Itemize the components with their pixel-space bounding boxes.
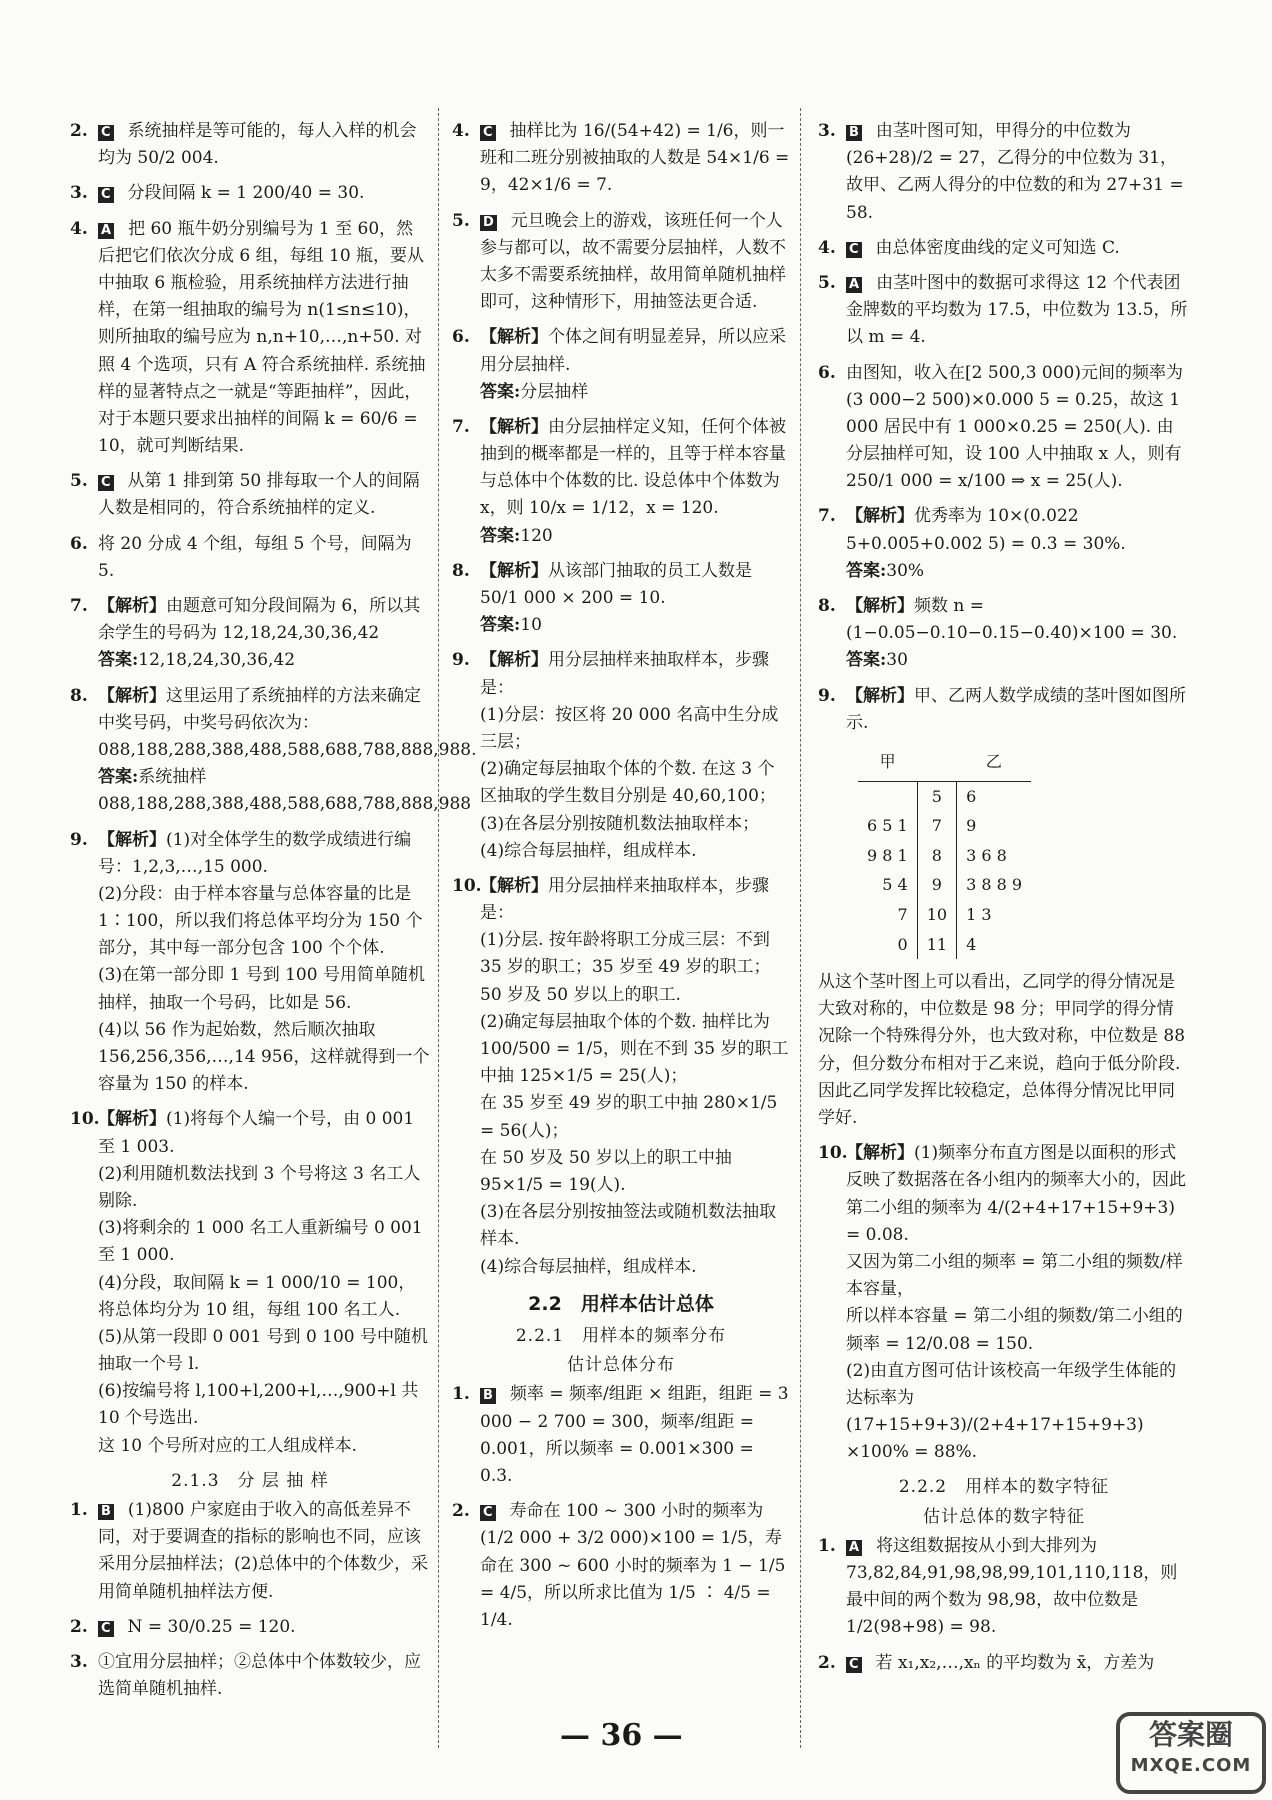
stem-leaf-row: 9 8 1 8 3 6 8	[858, 841, 1031, 871]
paragraph: 从这个茎叶图上可以看出，乙同学的得分情况是大致对称的，中位数是 98 分；甲同学的得分情况除一个特殊得分外，也大致对称，中位数是 88 分，但分数分布相对于乙来说，趋向于低分阶段. 因此乙同学发挥比较稳定，总体得分情况比甲同学好.	[818, 972, 1186, 1129]
answer-item: 1. B (1)800 户家庭由于收入的高低差异不同，对于要调查的指标的影响也不同，应该采用分层抽样法；(2)总体中的个体数少，采用简单随机抽样法方便.	[70, 1500, 429, 1602]
subsection-title: 估计总体分布	[567, 1355, 675, 1376]
answer-item: 7. 【解析】由分层抽样定义知，任何个体被抽到的概率都是一样的，且等于样本容量与总体中个体数的比. 设总体中个体数为 x，则 10/x = 1/12，x = 120. 答案:120	[452, 416, 786, 546]
stem-leaf-row: 5 6	[858, 781, 1031, 811]
stem-leaf-plot: 甲 乙 5 6 6 5 1 7 9 9 8 1 8 3 6 8 5 4 9 3 8 8 9 7 10 1 3 0 11 4	[858, 747, 1031, 959]
answer-item: 9. 【解析】甲、乙两人数学成绩的茎叶图如图所示.	[818, 685, 1186, 733]
answer-item: 8. 【解析】频数 n = (1−0.05−0.10−0.15−0.40)×100 = 30. 答案:30	[818, 596, 1178, 671]
answer-item: 3. C 分段间隔 k = 1 200/40 = 30.	[70, 183, 365, 204]
answer-item: 10. 【解析】用分层抽样来抽取样本，步骤是： (1)分层. 按年龄将职工分成三层：不到 35 岁的职工；35 岁至 49 岁的职工；50 岁及 50 岁以上的职工. (2)确定每层抽取个体的个数. 抽样比为 100/500 = 1/5，则在不到 35 岁的职工中抽 125×1/5 = 25(人)； 在 35 岁至 49 岁的职工中抽 280×1/5 = 56(人)； 在 50 岁及 50 岁以上的职工中抽 95×1/5 = 19(人). (3)在各层分别按抽签法或随机数法抽取样本. (4)综合每层抽样，组成样本.	[452, 875, 789, 1277]
answer-item: 1. B 频率 = 频率/组距 × 组距，组距 = 3 000 − 2 700 = 300，频率/组距 = 0.001，所以频率 = 0.001×300 = 0.3.	[452, 1384, 789, 1487]
answer-tag: A	[98, 223, 114, 239]
watermark-logo: 答案圈 MXQE.COM	[1116, 1712, 1266, 1794]
answer-item: 1. A 将这组数据按从小到大排列为 73,82,84,91,98,98,99,101,110,118，则最中间的两个数为 98,98，故中位数是 1/2(98+98) = 98.	[818, 1535, 1178, 1638]
answer-tag: A	[846, 1540, 862, 1556]
answer-item: 8. 【解析】从该部门抽取的员工人数是 50/1 000 × 200 = 10. 答案:10	[452, 560, 752, 636]
answer-item: 2. C 系统抽样是等可能的，每人入样的机会均为 50/2 004.	[70, 121, 417, 169]
answer-item: 2. C 若 x₁,x₂,…,xₙ 的平均数为 x̄，方差为	[818, 1652, 1155, 1673]
column-2	[452, 118, 790, 1642]
column-divider	[800, 108, 802, 1748]
subsection-title: 2.1.3 分 层 抽 样	[171, 1470, 329, 1491]
answer-item: 9. 【解析】(1)对全体学生的数学成绩进行编号：1,2,3,…,15 000. (2)分段：由于样本容量与总体容量的比是 1∶100，所以我们将总体平均分为 150 个部分，其中每一部分包含 100 个个体. (3)在第一部分即 1 号到 100 号用简单随机抽样，抽取一个号码，比如是 56. (4)以 56 作为起始数，然后顺次抽取 156,256,356,…,14 956，这样就得到一个容量为 150 的样本.	[70, 829, 430, 1095]
column-1	[70, 118, 477, 1711]
subsection-title: 2.2.1 用样本的频率分布	[515, 1326, 727, 1347]
answer-item: 10. 【解析】(1)将每个人编一个号，由 0 001 至 1 003. (2)利用随机数法找到 3 个号将这 3 名工人剔除. (3)将剩余的 1 000 名工人重新编号 0 001 至 1 000. (4)分段，取间隔 k = 1 000/10 = 100，将总体均分为 10 组，每组 100 名工人. (5)从第一段即 0 001 号到 0 100 号中随机抽取一个号 l. (6)按编号将 l,100+l,200+l,…,900+l 共 10 个号选出. 这 10 个号所对应的工人组成样本.	[70, 1109, 429, 1456]
answer-item: 10. 【解析】(1)频率分布直方图是以面积的形式反映了数据落在各小组内的频率大小的，因此第二小组的频率为 4/(2+4+17+15+9+3) = 0.08. 又因为第二小组的频率 = 第二小组的频数/样本容量， 所以样本容量 = 第二小组的频数/第二小组的频率 = 12/0.08 = 150. (2)由直方图可估计该校高一年级学生体能的达标率为 (17+15+9+3)/(2+4+17+15+9+3) ×100% = 88%.	[818, 1143, 1186, 1463]
answer-item: 7. 【解析】由题意可知分段间隔为 6，所以其余学生的号码为 12,18,24,30,36,42 答案:12,18,24,30,36,42	[70, 596, 421, 671]
column-divider	[438, 108, 440, 1748]
column-3	[818, 118, 1190, 1685]
answer-item: 3. ①宜用分层抽样；②总体中个体数较少，应选简单随机抽样.	[70, 1651, 421, 1700]
answer-tag: C	[98, 475, 114, 491]
answer-tag: C	[480, 1505, 496, 1521]
answer-item: 5. A 由茎叶图中的数据可求得这 12 个代表团金牌数的平均数为 17.5，中位数为 13.5，所以 m = 4.	[818, 272, 1188, 348]
answer-tag: D	[480, 215, 497, 231]
answer-item: 6. 【解析】个体之间有明显差异，所以应采用分层抽样. 答案:分层抽样	[452, 327, 786, 402]
subsection-title: 2.2.2 用样本的数字特征	[898, 1477, 1110, 1498]
answer-item: 4. C 由总体密度曲线的定义可知选 C.	[818, 237, 1120, 258]
answer-tag: C	[98, 1621, 114, 1637]
stem-leaf-row: 0 11 4	[858, 930, 1031, 960]
answer-item: 5. C 从第 1 排到第 50 排每取一个人的间隔人数是相同的，符合系统抽样的定义.	[70, 471, 420, 519]
answer-tag: C	[846, 242, 862, 258]
answer-tag: B	[846, 125, 862, 141]
answer-item: 3. B 由茎叶图可知，甲得分的中位数为 (26+28)/2 = 27，乙得分的中位数为 31，故甲、乙两人得分的中位数的和为 27+31 = 58.	[818, 121, 1184, 223]
subsection-title: 估计总体的数字特征	[923, 1506, 1085, 1527]
answer-item: 5. D 元旦晚会上的游戏，该班任何一个人参与都可以，故不需要分层抽样，人数不太多不需要系统抽样，故用简单随机抽样即可，这种情形下，用抽签法更合适.	[452, 210, 786, 313]
answer-tag: C	[98, 187, 114, 203]
answer-tag: A	[846, 277, 862, 293]
stem-leaf-row: 6 5 1 7 9	[858, 811, 1031, 841]
answer-item: 8. 【解析】这里运用了系统抽样的方法来确定中奖号码，中奖号码依次为：088,188,288,388,488,588,688,788,888,988. 答案:系统抽样 088,188,288,388,488,588,688,788,888,988	[70, 685, 477, 815]
answer-tag: B	[480, 1388, 496, 1404]
stem-leaf-row: 7 10 1 3	[858, 900, 1031, 930]
answer-item: 6. 由图知，收入在[2 500,3 000)元间的频率为(3 000−2 500)×0.000 5 = 0.25，故这 1 000 居民中有 1 000×0.25 = 250(人). 由分层抽样可知，设 100 人中抽取 x 人，则有 250/1 000 = x/100 ⇒ x = 25(人).	[818, 362, 1184, 492]
stem-leaf-row: 5 4 9 3 8 8 9	[858, 870, 1031, 900]
answer-tag: C	[480, 125, 496, 141]
page-number: — 36 —	[560, 1718, 683, 1753]
answer-tag: C	[846, 1657, 862, 1673]
answer-tag: B	[98, 1504, 114, 1520]
answer-item: 7. 【解析】优秀率为 10×(0.022 5+0.005+0.002 5) = 0.3 = 30%. 答案:30%	[818, 506, 1126, 581]
answer-item: 2. C N = 30/0.25 = 120.	[70, 1616, 296, 1637]
answer-item: 2. C 寿命在 100 ~ 300 小时的频率为 (1/2 000 + 3/2 000)×100 = 1/5，寿命在 300 ~ 600 小时的频率为 1 − 1/5 = 4/5，所以所求比值为 1/5 ∶ 4/5 = 1/4.	[452, 1501, 786, 1630]
answer-item: 4. C 抽样比为 16/(54+42) = 1/6，则一班和二班分别被抽取的人数是 54×1/6 = 9，42×1/6 = 7.	[452, 121, 790, 196]
answer-item: 4. A 把 60 瓶牛奶分别编号为 1 至 60，然后把它们依次分成 6 组，每组 10 瓶，要从中抽取 6 瓶检验，用系统抽样方法进行抽样，在第一组抽取的编号为 n(1≤n≤10)，则所抽取的编号应为 n,n+10,…,n+50. 对照 4 个选项，只有 A 符合系统抽样. 系统抽样的显著特点之一就是“等距抽样”，因此，对于本题只要求出抽样的间隔 k = 60/6 = 10，就可判断结果.	[70, 218, 426, 457]
section-title: 2.2 用样本估计总体	[528, 1292, 714, 1315]
answer-item: 9. 【解析】用分层抽样来抽取样本，步骤是： (1)分层：按区将 20 000 名高中生分成三层； (2)确定每层抽取个体的个数. 在这 3 个区抽取的学生数目分别是 40,60,100； (3)在各层分别按随机数法抽取样本； (4)综合每层抽样，组成样本.	[452, 650, 779, 861]
answer-tag: C	[98, 125, 114, 141]
answer-item: 6. 将 20 分成 4 个组，每组 5 个号，间隔为 5.	[70, 533, 412, 581]
